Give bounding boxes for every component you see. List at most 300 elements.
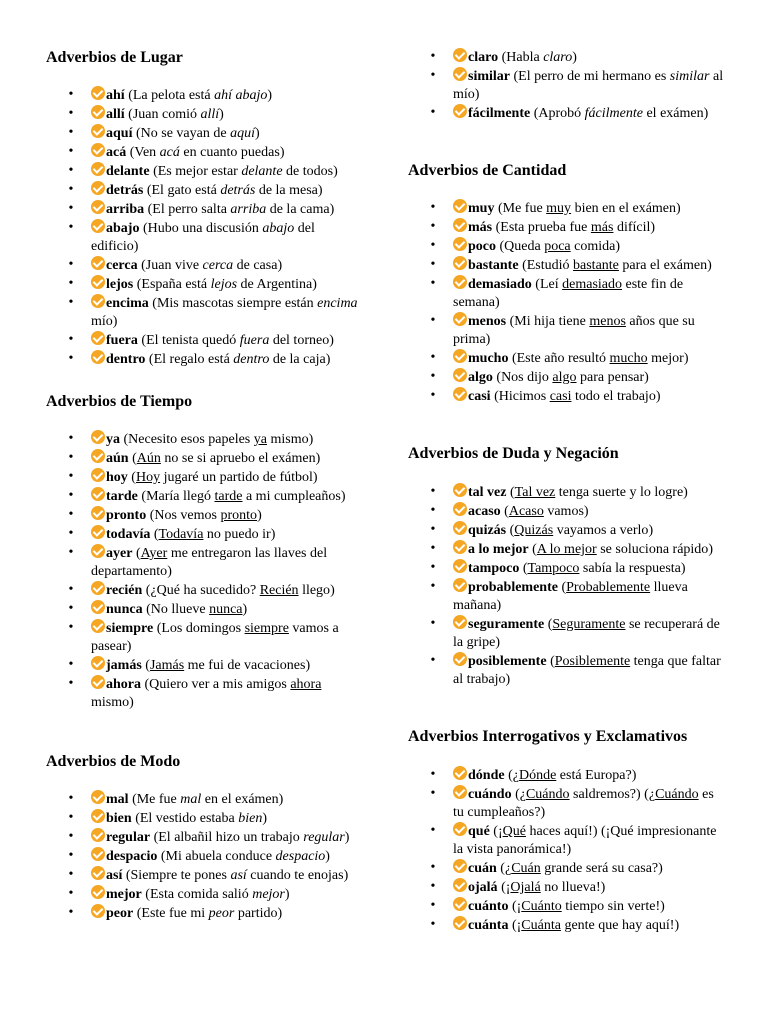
example-text: años que su prima bbox=[453, 314, 695, 347]
bullet: • bbox=[68, 220, 74, 235]
example-text: Ayer bbox=[140, 546, 168, 561]
bullet: • bbox=[68, 488, 74, 503]
example-text: tenga suerte y lo logre bbox=[555, 485, 684, 500]
example-text: Hicimos bbox=[498, 389, 550, 404]
list-item: • cuán (¿Cuán grande será su casa?) bbox=[430, 860, 663, 876]
list-tiempo bbox=[46, 430, 364, 712]
example-text: al mío bbox=[453, 69, 724, 102]
example-text: muy bbox=[546, 201, 572, 216]
example-text: tarde bbox=[214, 489, 243, 504]
adverb-word: tampoco bbox=[468, 561, 520, 576]
list-item: • fácilmente (Aprobó fácilmente el exámen) bbox=[430, 105, 709, 121]
example-text: Leí bbox=[539, 277, 563, 292]
bullet: • bbox=[430, 257, 436, 272]
check-circle-icon bbox=[453, 785, 467, 799]
list-item: • recién (¿Qué ha sucedido? Recién llego) bbox=[68, 582, 335, 598]
adverb-word: fácilmente bbox=[468, 106, 531, 121]
list-item: • hoy (Hoy jugaré un partido de fútbol) bbox=[68, 469, 318, 485]
example-text: Siempre te pones bbox=[130, 868, 231, 883]
bullet: • bbox=[430, 653, 436, 668]
example-text: mismo bbox=[91, 695, 130, 710]
example-text: del torneo bbox=[269, 333, 330, 348]
check-circle-icon bbox=[91, 219, 105, 233]
example-text: Nos vemos bbox=[154, 508, 221, 523]
list-item: • menos (Mi hija tiene menos años que su prima) bbox=[430, 313, 695, 347]
list-item: • fuera (El tenista quedó fuera del torneo) bbox=[68, 332, 334, 348]
example-text: Cuándo bbox=[655, 787, 699, 802]
list-item: • algo (Nos dijo algo para pensar) bbox=[430, 369, 649, 385]
adverb-word: a lo mejor bbox=[468, 542, 529, 557]
list-item: • cuánta (¡Cuánta gente que hay aquí!) bbox=[430, 917, 680, 933]
list-item: • peor (Este fue mi peor partido) bbox=[68, 905, 283, 921]
example-text: aquí bbox=[230, 126, 255, 141]
check-circle-icon bbox=[453, 275, 467, 289]
adverb-word: acá bbox=[106, 145, 127, 160]
list-item: • similar (El perro de mi hermano es similar al mío) bbox=[430, 68, 724, 102]
example-text: Los domingos bbox=[161, 621, 245, 636]
example-text: del edificio bbox=[91, 221, 315, 254]
adverb-word: todavía bbox=[106, 527, 151, 542]
adverb-word: hoy bbox=[106, 470, 128, 485]
example-text: ¡ bbox=[516, 899, 522, 914]
example-text: Quiero ver a mis amigos bbox=[149, 677, 291, 692]
example-text: Todavía bbox=[158, 527, 204, 542]
example-text: casi bbox=[549, 389, 572, 404]
bullet: • bbox=[68, 87, 74, 102]
adverb-word: cuán bbox=[468, 861, 497, 876]
bullet: • bbox=[68, 182, 74, 197]
adverb-word: cuánto bbox=[468, 899, 509, 914]
bullet: • bbox=[68, 657, 74, 672]
example-text: Me fue bbox=[136, 792, 181, 807]
example-text: No se vayan de bbox=[140, 126, 231, 141]
example-text: Aún bbox=[136, 451, 161, 466]
example-text: despacio bbox=[275, 849, 326, 864]
adverb-word: pronto bbox=[106, 508, 147, 523]
adverb-word: aún bbox=[106, 451, 129, 466]
check-circle-icon bbox=[91, 181, 105, 195]
bullet: • bbox=[68, 620, 74, 635]
list-item: • aquí (No se vayan de aquí) bbox=[68, 125, 260, 141]
adverb-word: jamás bbox=[106, 658, 142, 673]
list-item: • seguramente (Seguramente se recuperará de la gripe) bbox=[430, 616, 720, 650]
list-item: • allí (Juan comió allí) bbox=[68, 106, 224, 122]
bullet: • bbox=[430, 541, 436, 556]
example-text: mío bbox=[91, 314, 113, 329]
list-item: • mucho (Este año resultó mucho mejor) bbox=[430, 350, 689, 366]
check-circle-icon bbox=[453, 48, 467, 62]
adverb-word: lejos bbox=[106, 277, 134, 292]
adverb-word: cuánta bbox=[468, 918, 509, 933]
example-text: de la cama bbox=[266, 202, 330, 217]
example-text: poca bbox=[544, 239, 571, 254]
adverb-word: bien bbox=[106, 811, 132, 826]
check-circle-icon bbox=[453, 218, 467, 232]
list-item: • probablemente (Probablemente llueva mañana) bbox=[430, 579, 688, 613]
list-item: • cuánto (¡Cuánto tiempo sin verte!) bbox=[430, 898, 665, 914]
list-item: • despacio (Mi abuela conduce despacio) bbox=[68, 848, 330, 864]
list-item: • ya (Necesito esos papeles ya mismo) bbox=[68, 431, 314, 447]
example-text: claro bbox=[543, 50, 573, 65]
example-text: Hoy bbox=[135, 470, 161, 485]
check-circle-icon bbox=[453, 312, 467, 326]
bullet: • bbox=[68, 332, 74, 347]
check-circle-icon bbox=[453, 368, 467, 382]
example-text: fácilmente bbox=[584, 106, 643, 121]
list-item: • tal vez (Tal vez tenga suerte y lo logre) bbox=[430, 484, 688, 500]
adverb-word: nunca bbox=[106, 602, 143, 617]
check-circle-icon bbox=[453, 540, 467, 554]
example-text: Mis mascotas siempre están bbox=[156, 296, 318, 311]
bullet: • bbox=[430, 200, 436, 215]
adverb-word: quizás bbox=[468, 523, 507, 538]
bullet: • bbox=[68, 106, 74, 121]
example-text: Hubo una discusión bbox=[147, 221, 263, 236]
check-circle-icon bbox=[91, 866, 105, 880]
adverb-word: peor bbox=[106, 906, 134, 921]
example-text: tiempo sin verte! bbox=[561, 899, 661, 914]
example-text: Es mejor estar bbox=[157, 164, 242, 179]
example-text: allí bbox=[200, 107, 220, 122]
example-text: me entregaron las llaves del departamento bbox=[91, 546, 328, 579]
list-item: • claro (Habla claro) bbox=[430, 49, 577, 65]
check-circle-icon bbox=[91, 809, 105, 823]
example-text: No llueve bbox=[150, 602, 210, 617]
bullet: • bbox=[430, 369, 436, 384]
check-circle-icon bbox=[91, 449, 105, 463]
example-text: María llegó bbox=[146, 489, 215, 504]
check-circle-icon bbox=[91, 487, 105, 501]
check-circle-icon bbox=[453, 615, 467, 629]
example-text: Habla bbox=[506, 50, 544, 65]
bullet: • bbox=[68, 810, 74, 825]
example-text: este fin de semana bbox=[453, 277, 684, 310]
list-item: • poco (Queda poca comida) bbox=[430, 238, 621, 254]
adverb-word: fuera bbox=[106, 333, 138, 348]
bullet: • bbox=[430, 276, 436, 291]
example-text: Queda bbox=[504, 239, 545, 254]
adverb-word: así bbox=[106, 868, 123, 883]
bullet: • bbox=[68, 125, 74, 140]
example-text: Mi abuela conduce bbox=[165, 849, 276, 864]
list-interrogativos bbox=[408, 766, 726, 935]
bullet: • bbox=[430, 484, 436, 499]
adverb-word: posiblemente bbox=[468, 654, 547, 669]
check-circle-icon bbox=[91, 790, 105, 804]
list-item: • ayer (Ayer me entregaron las llaves del departamento) bbox=[68, 545, 328, 579]
bullet: • bbox=[68, 201, 74, 216]
example-text: de Argentina bbox=[237, 277, 313, 292]
check-circle-icon bbox=[91, 904, 105, 918]
example-text: Probablemente bbox=[566, 580, 651, 595]
check-circle-icon bbox=[91, 162, 105, 176]
example-text: ¡ bbox=[497, 824, 503, 839]
example-text: cuando te enojas bbox=[246, 868, 344, 883]
list-item: • bien (El vestido estaba bien) bbox=[68, 810, 268, 826]
bullet: • bbox=[68, 867, 74, 882]
adverb-word: abajo bbox=[106, 221, 140, 236]
adverb-word: ayer bbox=[106, 546, 133, 561]
adverb-word: cuándo bbox=[468, 787, 512, 802]
check-circle-icon bbox=[91, 468, 105, 482]
bullet: • bbox=[68, 848, 74, 863]
example-text: abajo bbox=[262, 221, 295, 236]
example-text: Acaso bbox=[508, 504, 544, 519]
example-text: Cuánto bbox=[521, 899, 562, 914]
adverb-word: seguramente bbox=[468, 617, 545, 632]
check-circle-icon bbox=[91, 105, 105, 119]
example-text: me fui de vacaciones bbox=[184, 658, 306, 673]
list-item: • nunca (No llueve nunca) bbox=[68, 601, 248, 617]
adverb-word: similar bbox=[468, 69, 510, 84]
list-item: • acaso (Acaso vamos) bbox=[430, 503, 589, 519]
bullet: • bbox=[430, 823, 436, 838]
list-item: • mejor (Esta comida salió mejor) bbox=[68, 886, 290, 902]
list-item: • ahora (Quiero ver a mis amigos ahora mismo) bbox=[68, 676, 322, 710]
adverb-word: mucho bbox=[468, 351, 509, 366]
check-circle-icon bbox=[453, 67, 467, 81]
list-lugar bbox=[46, 86, 364, 369]
example-text: Esta comida salió bbox=[149, 887, 253, 902]
check-circle-icon bbox=[91, 525, 105, 539]
check-circle-icon bbox=[91, 143, 105, 157]
adverb-word: recién bbox=[106, 583, 143, 598]
adverb-word: demasiado bbox=[468, 277, 532, 292]
example-text: grande será su casa? bbox=[540, 861, 659, 876]
adverb-word: detrás bbox=[106, 183, 144, 198]
bullet: • bbox=[430, 238, 436, 253]
example-text: Ven bbox=[134, 145, 160, 160]
example-text: está Europa? bbox=[556, 768, 632, 783]
example-text: más bbox=[590, 220, 614, 235]
adverb-word: dentro bbox=[106, 352, 146, 367]
check-circle-icon bbox=[453, 878, 467, 892]
bullet: • bbox=[68, 507, 74, 522]
bullet: • bbox=[68, 676, 74, 691]
example-text: fuera bbox=[239, 333, 270, 348]
bullet: • bbox=[68, 431, 74, 446]
check-circle-icon bbox=[91, 86, 105, 100]
example-text: bien en el exámen bbox=[571, 201, 677, 216]
adverb-word: ya bbox=[106, 432, 120, 447]
example-text: ¿ bbox=[504, 861, 512, 876]
check-circle-icon bbox=[91, 430, 105, 444]
bullet: • bbox=[430, 105, 436, 120]
adverb-word: menos bbox=[468, 314, 507, 329]
bullet: • bbox=[68, 144, 74, 159]
example-text: gente que hay aquí! bbox=[560, 918, 675, 933]
check-circle-icon bbox=[453, 559, 467, 573]
list-cantidad bbox=[408, 199, 726, 406]
example-text: así bbox=[230, 868, 247, 883]
example-text: peor bbox=[208, 906, 235, 921]
check-circle-icon bbox=[91, 619, 105, 633]
example-text: pronto bbox=[220, 508, 258, 523]
bullet: • bbox=[68, 526, 74, 541]
adverb-word: ojalá bbox=[468, 880, 498, 895]
example-text: Este año resultó bbox=[516, 351, 610, 366]
list-item: • delante (Es mejor estar delante de todos) bbox=[68, 163, 338, 179]
example-text: de la caja bbox=[269, 352, 326, 367]
bullet: • bbox=[68, 601, 74, 616]
section-heading-cantidad: Adverbios de Cantidad bbox=[408, 162, 567, 179]
check-circle-icon bbox=[91, 200, 105, 214]
adverb-word: mejor bbox=[106, 887, 142, 902]
list-item: • dónde (¿Dónde está Europa?) bbox=[430, 767, 637, 783]
example-text: El perro salta bbox=[152, 202, 231, 217]
check-circle-icon bbox=[91, 847, 105, 861]
example-text: mismo bbox=[266, 432, 309, 447]
example-text: jugaré un partido de fútbol bbox=[160, 470, 313, 485]
bullet: • bbox=[68, 469, 74, 484]
adverb-word: regular bbox=[106, 830, 151, 845]
check-circle-icon bbox=[91, 656, 105, 670]
check-circle-icon bbox=[453, 521, 467, 535]
example-text: bastante bbox=[573, 258, 619, 273]
list-duda bbox=[408, 483, 726, 689]
list-item: • tampoco (Tampoco sabía la respuesta) bbox=[430, 560, 686, 576]
section-heading-modo: Adverbios de Modo bbox=[46, 753, 181, 770]
example-text: regular bbox=[303, 830, 345, 845]
example-text: de todos bbox=[282, 164, 334, 179]
example-text: ¡ bbox=[516, 918, 522, 933]
check-circle-icon bbox=[453, 766, 467, 780]
check-circle-icon bbox=[453, 652, 467, 666]
adverb-word: siempre bbox=[106, 621, 154, 636]
check-circle-icon bbox=[91, 600, 105, 614]
example-text: ¿Qué ha sucedido? bbox=[150, 583, 260, 598]
example-text: Cuánta bbox=[521, 918, 561, 933]
check-circle-icon bbox=[453, 897, 467, 911]
list-item: • detrás (El gato está detrás de la mesa) bbox=[68, 182, 323, 198]
bullet: • bbox=[68, 163, 74, 178]
check-circle-icon bbox=[91, 885, 105, 899]
example-text: Mi hija tiene bbox=[514, 314, 590, 329]
check-circle-icon bbox=[91, 544, 105, 558]
check-circle-icon bbox=[91, 256, 105, 270]
example-text: Aprobó bbox=[538, 106, 585, 121]
list-item: • ojalá (¡Ojalá no llueva!) bbox=[430, 879, 606, 895]
list-item: • bastante (Estudió bastante para el exámen) bbox=[430, 257, 712, 273]
example-text: Recién bbox=[259, 583, 299, 598]
adverb-word: cerca bbox=[106, 258, 138, 273]
bullet: • bbox=[68, 545, 74, 560]
bullet: • bbox=[68, 450, 74, 465]
bullet: • bbox=[430, 898, 436, 913]
bullet: • bbox=[430, 579, 436, 594]
bullet: • bbox=[68, 886, 74, 901]
list-item: • lejos (España está lejos de Argentina) bbox=[68, 276, 317, 292]
bullet: • bbox=[430, 313, 436, 328]
bullet: • bbox=[430, 503, 436, 518]
example-text: encima bbox=[317, 296, 358, 311]
example-text: haces aquí!) (¡Qué impresionante la vista panorámica! bbox=[453, 824, 717, 857]
example-text: vamos a pasear bbox=[91, 621, 339, 654]
list-item: • casi (Hicimos casi todo el trabajo) bbox=[430, 388, 661, 404]
check-circle-icon bbox=[91, 506, 105, 520]
adverb-word: muy bbox=[468, 201, 495, 216]
check-circle-icon bbox=[453, 256, 467, 270]
list-item: • tarde (María llegó tarde a mi cumpleaños) bbox=[68, 488, 346, 504]
bullet: • bbox=[68, 791, 74, 806]
adverb-word: más bbox=[468, 220, 493, 235]
example-text: delante bbox=[241, 164, 283, 179]
example-text: ¿ bbox=[512, 768, 519, 783]
example-text: sabía la respuesta bbox=[579, 561, 681, 576]
list-item: • aún (Aún no se si apruebo el exámen) bbox=[68, 450, 321, 466]
bullet: • bbox=[430, 350, 436, 365]
adverb-word: tarde bbox=[106, 489, 138, 504]
example-text: bien bbox=[238, 811, 263, 826]
check-circle-icon bbox=[91, 124, 105, 138]
example-text: lejos bbox=[210, 277, 238, 292]
list-item: • quizás (Quizás vayamos a verlo) bbox=[430, 522, 654, 538]
adverb-word: tal vez bbox=[468, 485, 507, 500]
check-circle-icon bbox=[453, 502, 467, 516]
example-text: La pelota está bbox=[132, 88, 215, 103]
list-item: • jamás (Jamás me fui de vacaciones) bbox=[68, 657, 311, 673]
example-text: no se si apruebo el exámen bbox=[160, 451, 316, 466]
bullet: • bbox=[68, 295, 74, 310]
example-text: Nos dijo bbox=[501, 370, 553, 385]
list-item: • cerca (Juan vive cerca de casa) bbox=[68, 257, 283, 273]
example-text: vamos bbox=[543, 504, 584, 519]
example-text: Dónde bbox=[518, 768, 557, 783]
list-item: • abajo (Hubo una discusión abajo del edificio) bbox=[68, 220, 315, 254]
list-modo-continued bbox=[408, 48, 726, 123]
check-circle-icon bbox=[453, 578, 467, 592]
list-item: • más (Esta prueba fue más difícil) bbox=[430, 219, 656, 235]
example-text: detrás bbox=[220, 183, 256, 198]
section-heading-tiempo: Adverbios de Tiempo bbox=[46, 393, 193, 410]
example-text: Quizás bbox=[514, 523, 554, 538]
example-text: Juan comió bbox=[132, 107, 201, 122]
example-text: partido bbox=[234, 906, 278, 921]
example-text: Me fue bbox=[502, 201, 547, 216]
example-text: Juan vive bbox=[145, 258, 203, 273]
adverb-word: mal bbox=[106, 792, 129, 807]
list-item: • regular (El albañil hizo un trabajo regular) bbox=[68, 829, 350, 845]
check-circle-icon bbox=[91, 275, 105, 289]
example-text: a mi cumpleaños bbox=[242, 489, 341, 504]
check-circle-icon bbox=[91, 331, 105, 345]
example-text: mejor bbox=[252, 887, 285, 902]
bullet: • bbox=[430, 560, 436, 575]
example-text: similar bbox=[669, 69, 710, 84]
bullet: • bbox=[430, 49, 436, 64]
example-text: Ojalá bbox=[510, 880, 541, 895]
example-text: Cuándo bbox=[525, 787, 570, 802]
example-text: tenga que faltar al trabajo bbox=[453, 654, 721, 687]
check-circle-icon bbox=[453, 483, 467, 497]
section-heading-lugar: Adverbios de Lugar bbox=[46, 49, 183, 66]
bullet: • bbox=[430, 68, 436, 83]
bullet: • bbox=[430, 917, 436, 932]
check-circle-icon bbox=[453, 104, 467, 118]
example-text: demasiado bbox=[562, 277, 622, 292]
adverb-word: arriba bbox=[106, 202, 145, 217]
example-text: Esta prueba fue bbox=[500, 220, 591, 235]
check-circle-icon bbox=[453, 237, 467, 251]
section-heading-duda: Adverbios de Duda y Negación bbox=[408, 445, 619, 462]
check-circle-icon bbox=[91, 350, 105, 364]
example-text: mejor bbox=[647, 351, 684, 366]
check-circle-icon bbox=[91, 294, 105, 308]
example-text: A lo mejor bbox=[536, 542, 597, 557]
example-text: arriba bbox=[230, 202, 267, 217]
example-text: acá bbox=[159, 145, 180, 160]
example-text: El tenista quedó bbox=[146, 333, 240, 348]
